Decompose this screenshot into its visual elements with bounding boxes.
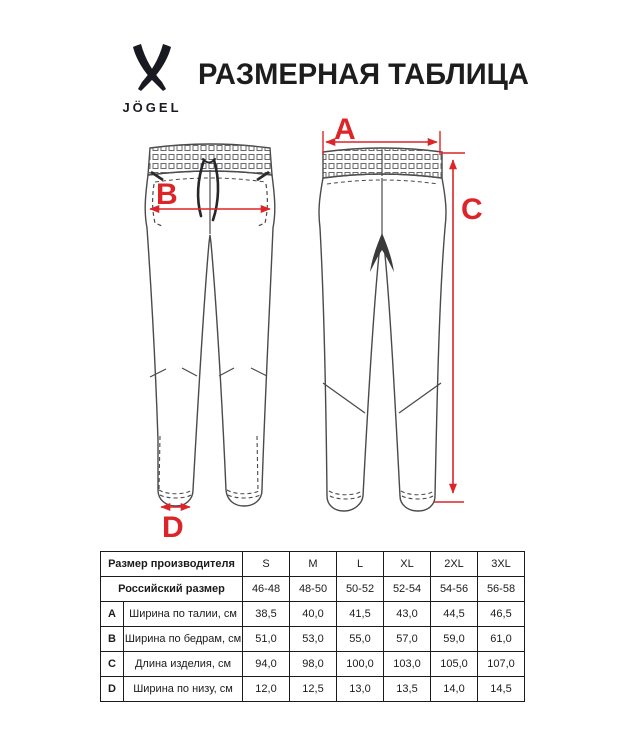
measurement-letter: B [101, 627, 124, 652]
measurement-label-a: A [334, 113, 356, 146]
measurement-value: 94,0 [243, 652, 290, 677]
russian-size-value: 52-54 [384, 577, 431, 602]
measurement-value: 53,0 [290, 627, 337, 652]
measurement-value: 13,5 [384, 677, 431, 702]
measurement-name: Ширина по низу, см [124, 677, 243, 702]
size-header: 3XL [478, 552, 525, 577]
measurement-name: Ширина по бедрам, см [124, 627, 243, 652]
size-header: XL [384, 552, 431, 577]
russian-size-label: Российский размер [101, 577, 243, 602]
jogel-logo-mark-icon [130, 44, 174, 96]
measurement-value: 98,0 [290, 652, 337, 677]
russian-size-value: 48-50 [290, 577, 337, 602]
measurement-value: 51,0 [243, 627, 290, 652]
measurement-value: 40,0 [290, 602, 337, 627]
jogel-logo-text: JÖGEL [122, 100, 182, 115]
measurement-value: 14,0 [431, 677, 478, 702]
measurement-value: 55,0 [337, 627, 384, 652]
table-row-manufacturer-sizes [101, 552, 525, 577]
measurement-value: 57,0 [384, 627, 431, 652]
measurement-value: 107,0 [478, 652, 525, 677]
measurement-value: 100,0 [337, 652, 384, 677]
measurement-label-c: C [461, 193, 483, 226]
russian-size-value: 56-58 [478, 577, 525, 602]
russian-size-value: 54-56 [431, 577, 478, 602]
measurement-value: 103,0 [384, 652, 431, 677]
measurement-value: 46,5 [478, 602, 525, 627]
table-row-measurement-a [101, 602, 525, 627]
measurement-value: 41,5 [337, 602, 384, 627]
size-header: L [337, 552, 384, 577]
measurement-letter: C [101, 652, 124, 677]
table-row-measurement-c [101, 652, 525, 677]
manufacturer-size-label: Размер производителя [101, 552, 243, 577]
page-title: РАЗМЕРНАЯ ТАБЛИЦА [198, 58, 529, 91]
russian-size-value: 46-48 [243, 577, 290, 602]
measurement-value: 14,5 [478, 677, 525, 702]
pants-diagram-svg [0, 105, 624, 550]
measurement-value: 59,0 [431, 627, 478, 652]
pants-back-drawing [319, 148, 446, 511]
measurement-name: Ширина по талии, см [124, 602, 243, 627]
size-header: 2XL [431, 552, 478, 577]
measurement-letter: A [101, 602, 124, 627]
measurement-value: 44,5 [431, 602, 478, 627]
measurement-label-d: D [162, 511, 184, 544]
russian-size-value: 50-52 [337, 577, 384, 602]
measurement-value: 43,0 [384, 602, 431, 627]
measurement-value: 12,0 [243, 677, 290, 702]
measurement-value: 105,0 [431, 652, 478, 677]
measurement-value: 12,5 [290, 677, 337, 702]
size-table [100, 551, 525, 702]
size-header: M [290, 552, 337, 577]
measurement-label-b: B [156, 178, 178, 211]
size-header: S [243, 552, 290, 577]
table-row-russian-sizes [101, 577, 525, 602]
measurement-value: 13,0 [337, 677, 384, 702]
measurement-value: 38,5 [243, 602, 290, 627]
table-row-measurement-d [101, 677, 525, 702]
table-row-measurement-b [101, 627, 525, 652]
measurement-letter: D [101, 677, 124, 702]
measurement-value: 61,0 [478, 627, 525, 652]
pants-measurement-diagram [0, 105, 624, 550]
measurement-name: Длина изделия, см [124, 652, 243, 677]
